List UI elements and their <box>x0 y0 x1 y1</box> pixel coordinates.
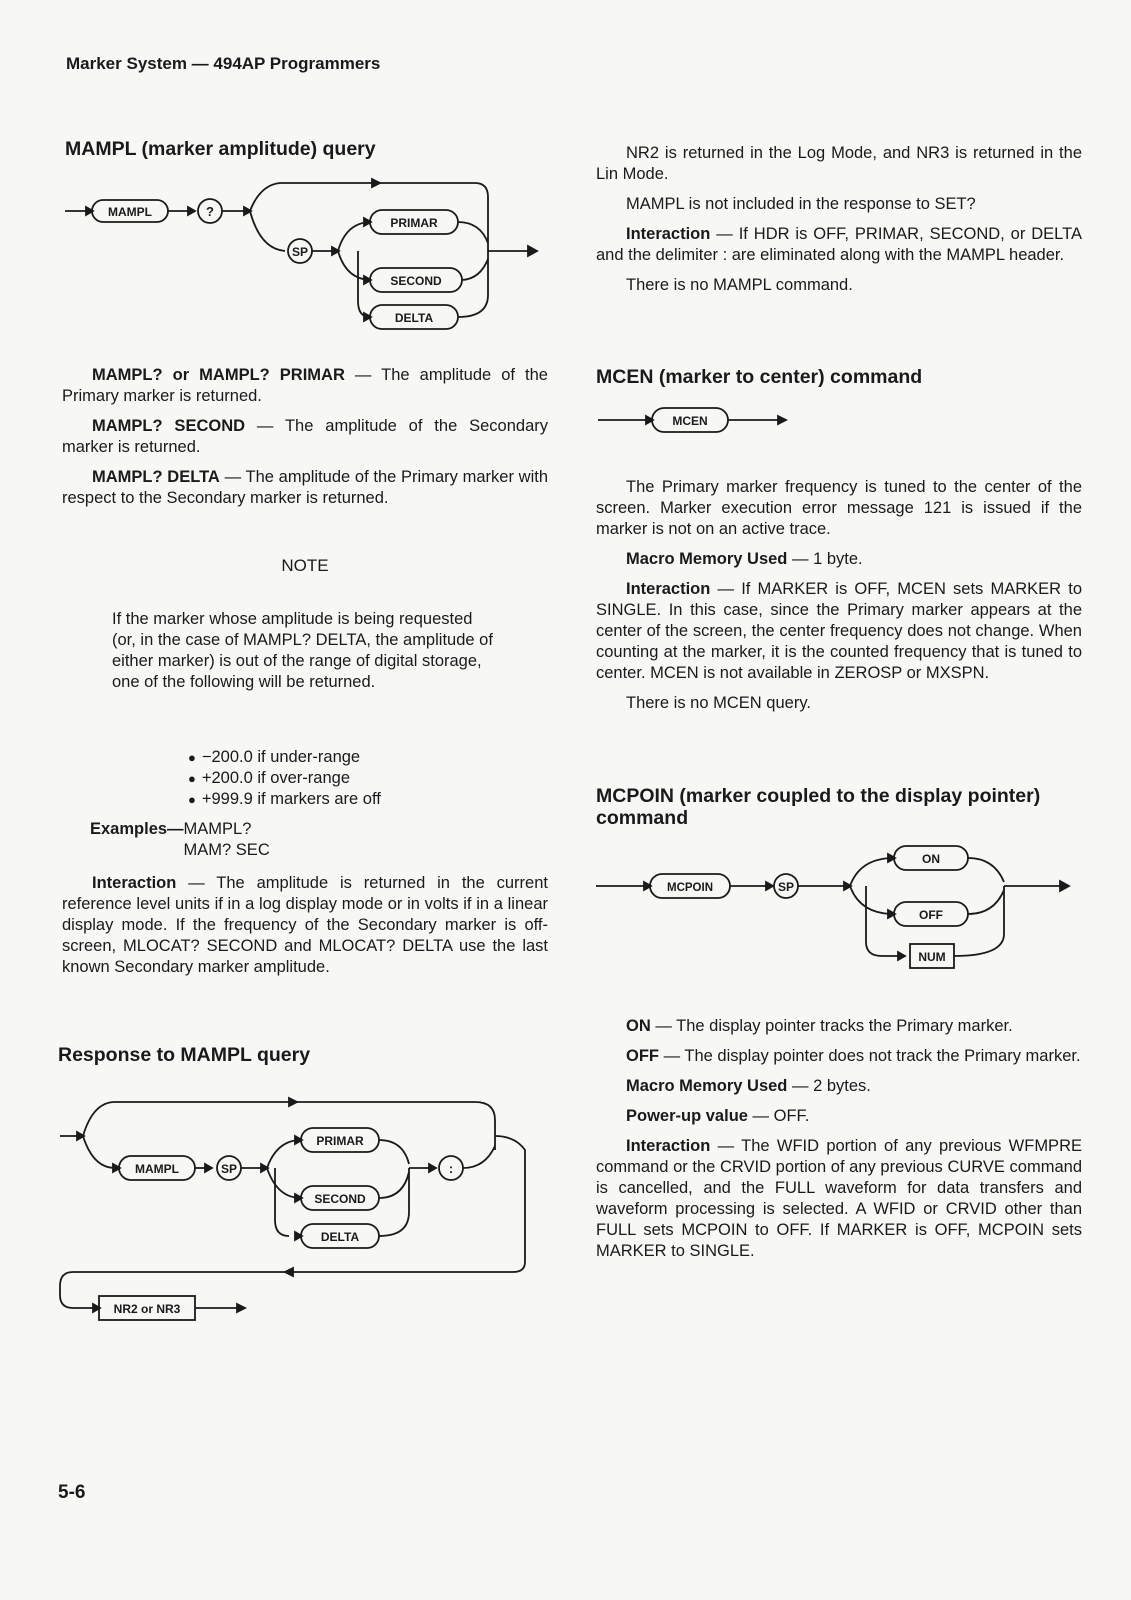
diagram-label-primar: PRIMAR <box>390 216 438 230</box>
macro-label: Macro Memory Used <box>626 1077 788 1095</box>
term-off: OFF <box>626 1047 659 1065</box>
interaction-label: Interaction <box>92 874 177 892</box>
examples-block <box>90 819 270 861</box>
running-head: Marker System — 494AP Programmers <box>66 54 381 73</box>
power-text: — OFF. <box>752 1107 810 1125</box>
mcen-body <box>596 477 1082 723</box>
note-bullet: ● −200.0 if under-range <box>188 747 381 768</box>
mcpoin-syntax-diagram <box>594 838 1084 978</box>
diagram-label-primar: PRIMAR <box>316 1134 364 1148</box>
page-number: 5-6 <box>58 1482 86 1503</box>
term-mampl-delta: MAMPL? DELTA <box>92 468 220 486</box>
diagram-label-sp: SP <box>777 880 795 894</box>
mampl-interaction <box>62 873 548 987</box>
macro-text: — 1 byte. <box>791 550 863 568</box>
macro-text: — 2 bytes. <box>791 1077 871 1095</box>
macro-label: Macro Memory Used <box>626 550 788 568</box>
diagram-label-mampl: MAMPL <box>108 205 152 219</box>
mampl-delta-desc <box>62 467 548 509</box>
desc-mampl-primar: — The amplitude of the Primary marker is returned. <box>62 366 548 405</box>
interaction-label: Interaction <box>626 1137 711 1155</box>
hdr-interaction <box>596 224 1082 266</box>
mcen-macro <box>596 549 1082 570</box>
mampl-query-body <box>62 365 548 518</box>
mcpoin-off-desc <box>596 1046 1082 1067</box>
example-1: MAMPL? <box>183 820 252 838</box>
diagram-label-on: ON <box>922 852 940 866</box>
desc-off: — The display pointer does not track the Primary marker. <box>663 1047 1081 1065</box>
no-command-note: There is no MAMPL command. <box>626 276 853 294</box>
diagram-label-nr2-nr3: NR2 or NR3 <box>113 1302 181 1316</box>
mampl-response-syntax-diagram <box>55 1090 545 1330</box>
diagram-label-sp: SP <box>220 1162 238 1176</box>
mcen-interaction <box>596 579 1082 684</box>
mampl-second-desc <box>62 416 548 458</box>
example-2: MAM? SEC <box>183 841 270 859</box>
mampl-response-notes <box>596 143 1082 305</box>
note-title: NOTE <box>281 556 329 575</box>
mcpoin-powerup <box>596 1106 1082 1127</box>
note-body: If the marker whose amplitude is being requested (or, in the case of MAMPL? DELTA, the amplitude of either marker) is out of the range of digital storage, one of the following will be returned. <box>112 610 493 691</box>
interaction-text: — If MARKER is OFF, MCEN sets MARKER to SINGLE. In this case, since the Primary marker appears at the center of the screen, the center frequency does not change. When counting at the marker, it is the counted frequency that is tuned to center. MCEN is not available in ZEROSP or MXSPN. <box>596 580 1082 682</box>
diagram-label-mampl: MAMPL <box>135 1162 179 1176</box>
set-note: MAMPL is not included in the response to SET? <box>626 195 976 213</box>
mcpoin-on-desc <box>596 1016 1082 1037</box>
diagram-label-colon: : <box>448 1161 454 1176</box>
mcen-no-query: There is no MCEN query. <box>626 694 811 712</box>
interaction-label: Interaction <box>626 580 711 598</box>
diagram-label-second: SECOND <box>390 274 442 288</box>
diagram-label-mcpoin: MCPOIN <box>667 882 713 894</box>
mcpoin-body <box>596 1016 1082 1271</box>
diagram-label-question: ? <box>206 204 214 219</box>
nr-mode-note: NR2 is returned in the Log Mode, and NR3 is returned in the Lin Mode. <box>596 144 1082 183</box>
diagram-label-off: OFF <box>919 908 943 922</box>
mampl-response-title: Response to MAMPL query <box>58 1044 311 1066</box>
mampl-primar-desc <box>62 365 548 407</box>
diagram-label-mcen: MCEN <box>672 414 708 428</box>
mampl-query-title: MAMPL (marker amplitude) query <box>65 138 376 160</box>
term-mampl-second: MAMPL? SECOND <box>92 417 246 435</box>
note-bullet: ● +999.9 if markers are off <box>188 789 381 810</box>
mcpoin-macro <box>596 1076 1082 1097</box>
desc-mampl-delta: — The amplitude of the Primary marker with respect to the Secondary marker is returned. <box>62 468 549 507</box>
note-bullet: ● +200.0 if over-range <box>188 768 381 789</box>
interaction-text: — The WFID portion of any previous WFMPRE command or the CRVID portion of any previous CURVE command is cancelled, and the FULL waveform for data transfers and waveform processing is selected. A WFID or CRVID other than FULL sets MCPOIN to OFF. If MARKER is OFF, MCPOIN sets MARKER to SINGLE. <box>596 1137 1082 1260</box>
term-on: ON <box>626 1017 651 1035</box>
interaction-text: — If HDR is OFF, PRIMAR, SECOND, or DELTA and the delimiter : are eliminated along with the MAMPL header. <box>596 225 1082 264</box>
interaction-text: — The amplitude is returned in the current reference level units if in a log display mode or in volts if in a linear display mode. If the frequency of the Secondary marker is off-screen, MLOCAT? SECOND and MLOCAT? DELTA use the last known Secondary marker amplitude. <box>62 874 548 976</box>
note-bullet-list <box>188 747 381 810</box>
desc-mampl-second: — The amplitude of the Secondary marker is returned. <box>62 417 548 456</box>
mcpoin-interaction <box>596 1136 1082 1262</box>
diagram-label-second: SECOND <box>314 1192 366 1206</box>
mcpoin-title: MCPOIN (marker coupled to the display pointer) command <box>596 785 1041 829</box>
mcen-title: MCEN (marker to center) command <box>596 366 923 388</box>
diagram-label-delta: DELTA <box>320 1230 360 1244</box>
mampl-query-syntax-diagram <box>60 175 550 335</box>
desc-on: — The display pointer tracks the Primary marker. <box>655 1017 1013 1035</box>
term-mampl-primar: MAMPL? or MAMPL? PRIMAR <box>92 366 345 384</box>
diagram-label-num: NUM <box>918 950 946 964</box>
mcen-syntax-diagram <box>596 400 816 440</box>
examples-label: Examples— <box>90 820 184 838</box>
power-label: Power-up value <box>626 1107 748 1125</box>
interaction-label: Interaction <box>626 225 711 243</box>
diagram-label-sp: SP <box>291 245 309 259</box>
diagram-label-delta: DELTA <box>394 311 434 325</box>
mcen-desc: The Primary marker frequency is tuned to the center of the screen. Marker execution error message 121 is issued if the marker is not on an active trace. <box>596 478 1082 538</box>
